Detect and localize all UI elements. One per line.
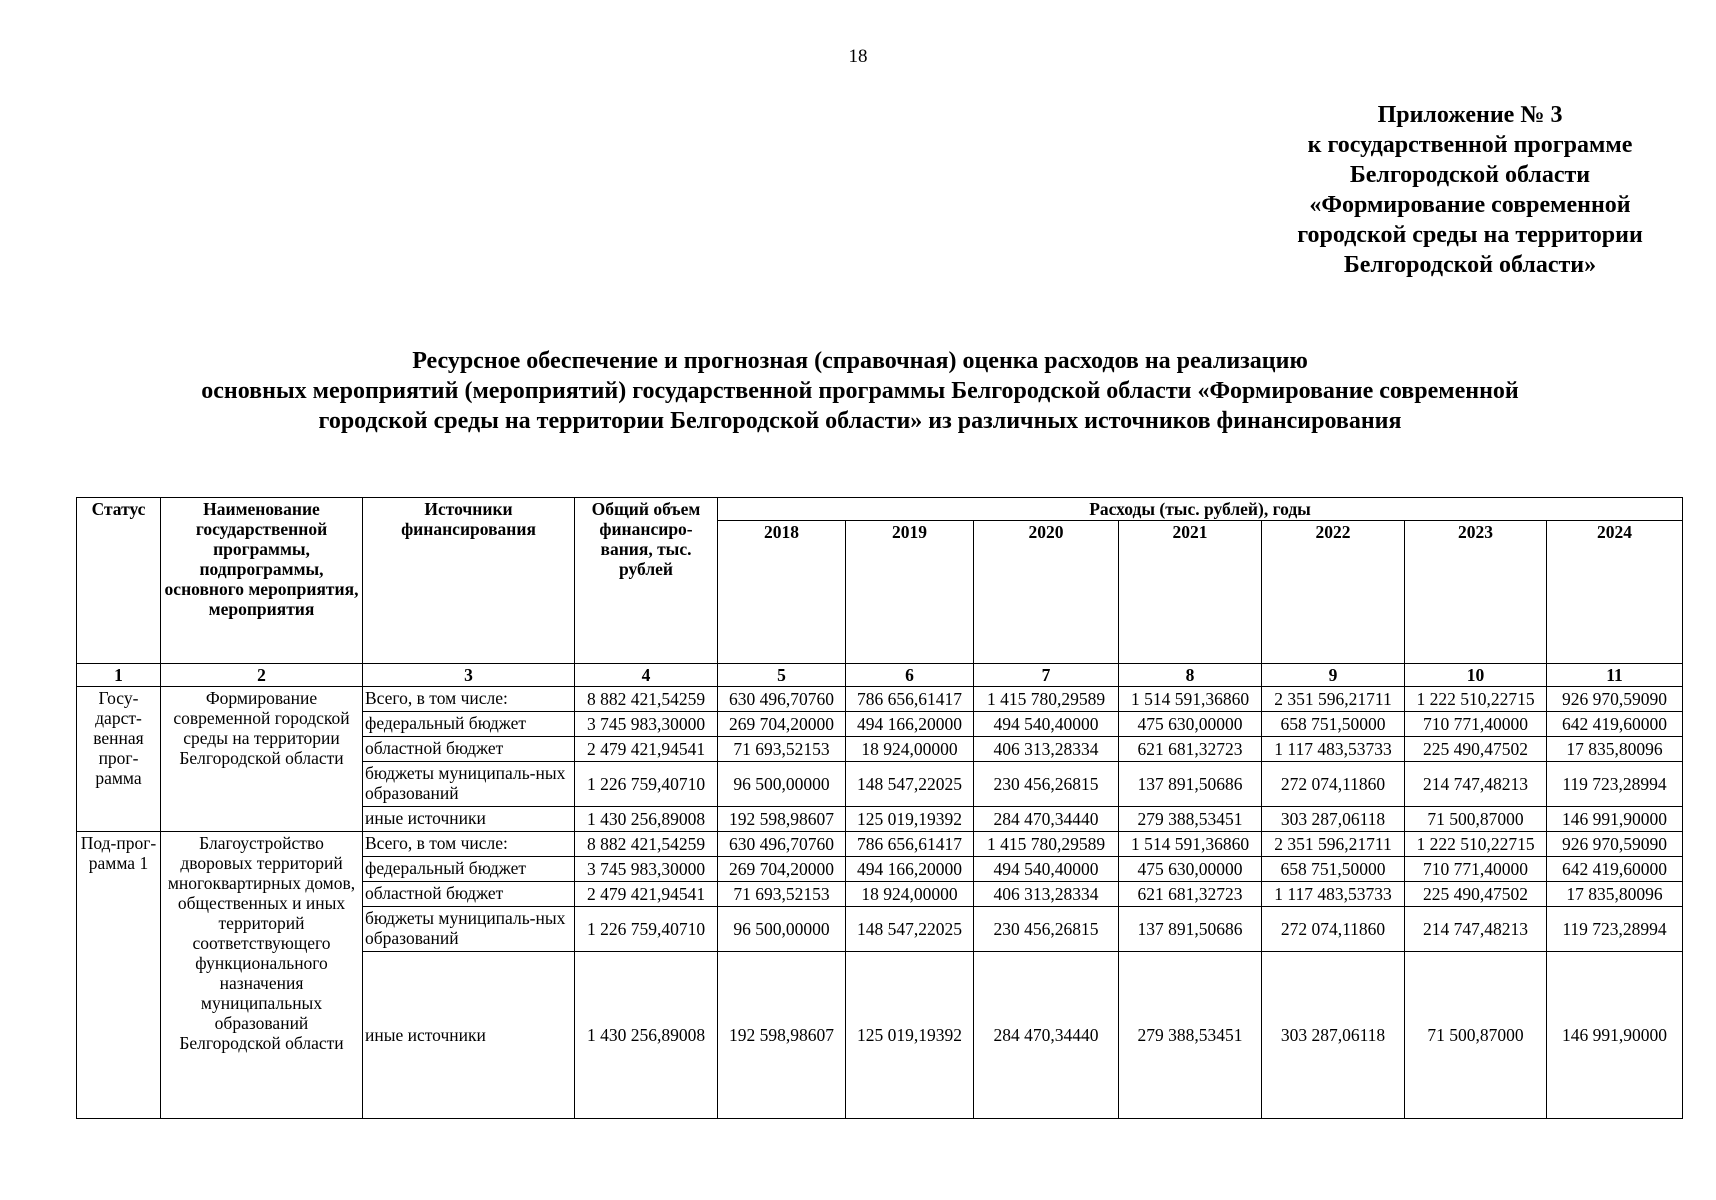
- row-funding-source: областной бюджет: [363, 882, 575, 907]
- cell-year-value: 125 019,19392: [846, 952, 974, 1119]
- header-year: 2023: [1405, 521, 1547, 664]
- cell-year-value: 786 656,61417: [846, 687, 974, 712]
- cell-year-value: 406 313,28334: [974, 882, 1119, 907]
- cell-year-value: 192 598,98607: [718, 952, 846, 1119]
- cell-year-value: 284 470,34440: [974, 807, 1119, 832]
- cell-year-value: 2 351 596,21711: [1262, 687, 1405, 712]
- title-line: Ресурсное обеспечение и прогнозная (справочная) оценка расходов на реализацию: [412, 348, 1308, 374]
- cell-year-value: 18 924,00000: [846, 737, 974, 762]
- appendix-line: городской среды на территории: [1297, 222, 1643, 248]
- budget-table: [76, 497, 1683, 1119]
- appendix-line: Белгородской области: [1349, 162, 1591, 188]
- row-status: Госу-дарст-венная прог-рамма: [77, 687, 161, 832]
- cell-year-value: 137 891,50686: [1119, 762, 1262, 807]
- cell-year-value: 214 747,48213: [1405, 762, 1547, 807]
- cell-year-value: 71 693,52153: [718, 737, 846, 762]
- cell-year-value: 225 490,47502: [1405, 882, 1547, 907]
- header-total: Общий объем финансиро-вания, тыс. рублей: [575, 498, 718, 664]
- cell-year-value: 710 771,40000: [1405, 857, 1547, 882]
- cell-year-value: 1 222 510,22715: [1405, 687, 1547, 712]
- column-number: 2: [161, 664, 363, 687]
- cell-total: 3 745 983,30000: [575, 857, 718, 882]
- cell-year-value: 225 490,47502: [1405, 737, 1547, 762]
- table-row: [77, 687, 1683, 712]
- header-year: 2024: [1547, 521, 1683, 664]
- cell-year-value: 214 747,48213: [1405, 907, 1547, 952]
- cell-total: 3 745 983,30000: [575, 712, 718, 737]
- cell-year-value: 272 074,11860: [1262, 762, 1405, 807]
- cell-total: 1 226 759,40710: [575, 907, 718, 952]
- cell-year-value: 494 166,20000: [846, 712, 974, 737]
- cell-year-value: 1 117 483,53733: [1262, 737, 1405, 762]
- cell-year-value: 71 500,87000: [1405, 807, 1547, 832]
- header-expenses: Расходы (тыс. рублей), годы: [718, 498, 1683, 521]
- cell-year-value: 230 456,26815: [974, 762, 1119, 807]
- cell-total: 1 430 256,89008: [575, 952, 718, 1119]
- cell-year-value: 303 287,06118: [1262, 807, 1405, 832]
- cell-year-value: 475 630,00000: [1119, 857, 1262, 882]
- cell-total: 2 479 421,94541: [575, 737, 718, 762]
- column-number: 8: [1119, 664, 1262, 687]
- header-sources: Источники финансирования: [363, 498, 575, 664]
- cell-year-value: 279 388,53451: [1119, 807, 1262, 832]
- cell-total: 8 882 421,54259: [575, 832, 718, 857]
- table-row: [77, 832, 1683, 857]
- row-funding-source: областной бюджет: [363, 737, 575, 762]
- cell-year-value: 18 924,00000: [846, 882, 974, 907]
- cell-year-value: 1 415 780,29589: [974, 832, 1119, 857]
- cell-year-value: 279 388,53451: [1119, 952, 1262, 1119]
- cell-year-value: 17 835,80096: [1547, 882, 1683, 907]
- cell-year-value: 630 496,70760: [718, 832, 846, 857]
- column-number: 4: [575, 664, 718, 687]
- cell-year-value: 494 166,20000: [846, 857, 974, 882]
- row-status: Под-прог-рамма 1: [77, 832, 161, 1119]
- cell-year-value: 146 991,90000: [1547, 952, 1683, 1119]
- budget-table-container: [76, 497, 1682, 1119]
- cell-year-value: 642 419,60000: [1547, 712, 1683, 737]
- cell-year-value: 1 117 483,53733: [1262, 882, 1405, 907]
- column-number: 7: [974, 664, 1119, 687]
- cell-year-value: 1 514 591,36860: [1119, 832, 1262, 857]
- cell-year-value: 96 500,00000: [718, 762, 846, 807]
- cell-year-value: 710 771,40000: [1405, 712, 1547, 737]
- header-year: 2018: [718, 521, 846, 664]
- cell-year-value: 1 415 780,29589: [974, 687, 1119, 712]
- cell-year-value: 269 704,20000: [718, 712, 846, 737]
- cell-year-value: 269 704,20000: [718, 857, 846, 882]
- column-number: 1: [77, 664, 161, 687]
- column-number: 11: [1547, 664, 1683, 687]
- header-year: 2019: [846, 521, 974, 664]
- column-number: 5: [718, 664, 846, 687]
- row-funding-source: федеральный бюджет: [363, 712, 575, 737]
- cell-year-value: 146 991,90000: [1547, 807, 1683, 832]
- row-program-name: Благоустройство дворовых территорий многоквартирных домов, общественных и иных территорий соответствующего функционального назначения муниципальных образований Белгородской области: [161, 832, 363, 1119]
- header-year: 2021: [1119, 521, 1262, 664]
- cell-year-value: 621 681,32723: [1119, 737, 1262, 762]
- row-funding-source: иные источники: [363, 807, 575, 832]
- header-year: 2020: [974, 521, 1119, 664]
- cell-year-value: 621 681,32723: [1119, 882, 1262, 907]
- cell-year-value: 192 598,98607: [718, 807, 846, 832]
- cell-year-value: 1 514 591,36860: [1119, 687, 1262, 712]
- appendix-line: Белгородской области»: [1343, 252, 1597, 278]
- row-program-name: Формирование современной городской среды на территории Белгородской области: [161, 687, 363, 832]
- cell-year-value: 642 419,60000: [1547, 857, 1683, 882]
- cell-year-value: 475 630,00000: [1119, 712, 1262, 737]
- cell-year-value: 658 751,50000: [1262, 857, 1405, 882]
- cell-year-value: 148 547,22025: [846, 907, 974, 952]
- row-funding-source: Всего, в том числе:: [363, 832, 575, 857]
- cell-year-value: 17 835,80096: [1547, 737, 1683, 762]
- cell-year-value: 119 723,28994: [1547, 762, 1683, 807]
- cell-year-value: 272 074,11860: [1262, 907, 1405, 952]
- cell-year-value: 630 496,70760: [718, 687, 846, 712]
- row-funding-source: Всего, в том числе:: [363, 687, 575, 712]
- cell-year-value: 2 351 596,21711: [1262, 832, 1405, 857]
- column-number: 3: [363, 664, 575, 687]
- column-number: 6: [846, 664, 974, 687]
- appendix-line: Приложение № 3: [1377, 102, 1563, 128]
- column-number: 10: [1405, 664, 1547, 687]
- title-line: основных мероприятий (мероприятий) государственной программы Белгородской области «Формирование современной: [201, 378, 1519, 404]
- row-funding-source: бюджеты муниципаль-ных образований: [363, 907, 575, 952]
- appendix-line: к государственной программе: [1307, 132, 1633, 158]
- cell-year-value: 494 540,40000: [974, 857, 1119, 882]
- header-status: Статус: [77, 498, 161, 664]
- cell-year-value: 125 019,19392: [846, 807, 974, 832]
- row-funding-source: иные источники: [363, 952, 575, 1119]
- cell-year-value: 148 547,22025: [846, 762, 974, 807]
- column-number: 9: [1262, 664, 1405, 687]
- row-funding-source: федеральный бюджет: [363, 857, 575, 882]
- cell-year-value: 303 287,06118: [1262, 952, 1405, 1119]
- cell-year-value: 926 970,59090: [1547, 832, 1683, 857]
- table-body: [77, 687, 1683, 1119]
- cell-year-value: 1 222 510,22715: [1405, 832, 1547, 857]
- cell-year-value: 786 656,61417: [846, 832, 974, 857]
- cell-total: 1 430 256,89008: [575, 807, 718, 832]
- appendix-heading: [1250, 100, 1690, 280]
- cell-year-value: 96 500,00000: [718, 907, 846, 952]
- header-name: Наименование государственной программы, подпрограммы, основного мероприятия, мероприятия: [161, 498, 363, 664]
- cell-year-value: 284 470,34440: [974, 952, 1119, 1119]
- cell-year-value: 230 456,26815: [974, 907, 1119, 952]
- cell-year-value: 119 723,28994: [1547, 907, 1683, 952]
- page-number: 18: [848, 46, 868, 67]
- document-title: [60, 346, 1660, 436]
- cell-year-value: 658 751,50000: [1262, 712, 1405, 737]
- appendix-line: «Формирование современной: [1309, 192, 1631, 218]
- header-year: 2022: [1262, 521, 1405, 664]
- cell-total: 1 226 759,40710: [575, 762, 718, 807]
- cell-total: 2 479 421,94541: [575, 882, 718, 907]
- cell-total: 8 882 421,54259: [575, 687, 718, 712]
- cell-year-value: 137 891,50686: [1119, 907, 1262, 952]
- cell-year-value: 71 500,87000: [1405, 952, 1547, 1119]
- cell-year-value: 926 970,59090: [1547, 687, 1683, 712]
- title-line: городской среды на территории Белгородской области» из различных источников финансирования: [318, 408, 1402, 434]
- cell-year-value: 71 693,52153: [718, 882, 846, 907]
- cell-year-value: 494 540,40000: [974, 712, 1119, 737]
- cell-year-value: 406 313,28334: [974, 737, 1119, 762]
- row-funding-source: бюджеты муниципаль-ных образований: [363, 762, 575, 807]
